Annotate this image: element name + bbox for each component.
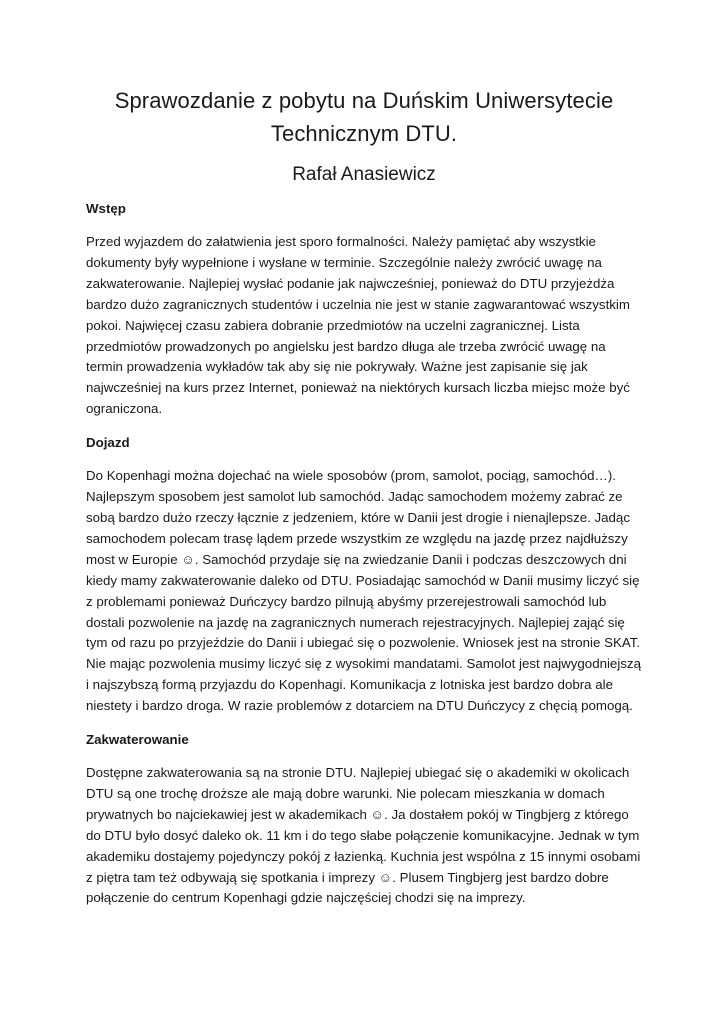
section-text-accommodation: Dostępne zakwaterowania są na stronie DTU. Najlepiej ubiegać się o akademiki w okolicach DTU są one trochę droższe ale mają dobre warunki. Nie polecam mieszkania w domach prywatnych bo najciekawiej jest w akademikach ☺. Ja dostałem pokój w Tingbjerg z którego do DTU było dosyć daleko ok. 11 km i do tego słabe połączenie komunikacyjne. Jednak w tym akademiku dostajemy pojedynczy pokój z łazienką. Kuchnia jest wspólna z 15 innymi osobami z piętra tam też odbywają się spotkania i imprezy ☺. Plusem Tingbjerg jest bardzo dobre połączenie do centrum Kopenhagi gdzie najczęściej chodzi się na imprezy. [86,765,641,906]
author-name: Rafał Anasiewicz [292,164,436,185]
document-page [86,84,642,909]
section-heading-intro: Wstęp [86,201,126,216]
section-heading-accommodation: Zakwaterowanie [86,732,189,748]
section-text-intro: Przed wyjazdem do załatwienia jest sporo formalności. Należy pamiętać aby wszystkie dokumenty były wypełnione i wysłane w terminie. Szczególnie należy zwrócić uwagę na zakwaterowanie. Najlepiej wysłać podanie jak najwcześniej, ponieważ do DTU przyjeżdża bardzo dużo zagranicznych studentów i uczelnia nie jest w stanie zagwarantować wszystkim pokoi. Najwięcej czasu zabiera dobranie przedmiotów na uczelni zagranicznej. Lista przedmiotów prowadzonych po angielsku jest bardzo długa ale trzeba zwrócić uwagę na termin prowadzenia wykładów tak aby się nie pokrywały. Ważne jest zapisanie się jak najwcześniej na kurs przez Internet, ponieważ na niektórych kursach liczba miejsc może być ograniczona. [86,234,630,417]
section-text-travel: Do Kopenhagi można dojechać na wiele sposobów (prom, samolot, pociąg, samochód…). Najlepszym sposobem jest samolot lub samochód. Jadąc samochodem możemy zabrać ze sobą bardzo dużo rzeczy łącznie z jedzeniem, które w Danii jest drogie i nienajlepsze. Jadąc samochodem polecam trasę lądem przede wszystkim ze względu na jazdę przez najdłuższy most w Europie ☺. Samochód przydaje się na zwiedzanie Danii i podczas deszczowych dni kiedy mamy zakwaterowanie daleko od DTU. Posiadając samochód w Danii musimy liczyć się z problemami ponieważ Duńczycy bardzo pilnują abyśmy przerejestrowali samochód lub dostali pozwolenie na jazdę na zagranicznych numerach rejestracyjnych. Najlepiej zająć się tym od razu po przyjeździe do Danii i ubiegać się o pozwolenie. Wniosek jest na stronie SKAT. Nie mając pozwolenia musimy liczyć się z wysokimi mandatami. Samolot jest najwygodniejszą i najszybszą formą przyjazdu do Kopenhagi. Komunikacja z lotniska jest bardzo dobra ale niestety i bardzo droga. W razie problemów z dotarciem na DTU Duńczycy z chęcią pomogą. [86,468,641,714]
document-title: Sprawozdanie z pobytu na Duńskim Uniwersytecie Technicznym DTU. [114,88,614,146]
section-heading-travel: Dojazd [86,435,130,451]
